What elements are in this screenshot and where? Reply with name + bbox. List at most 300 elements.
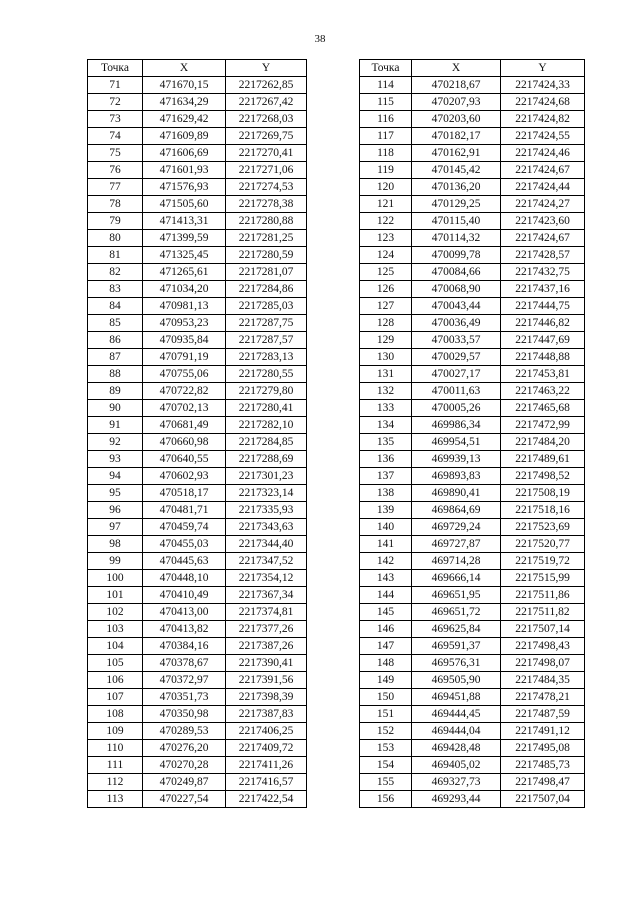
- y-cell: 2217377,26: [226, 621, 307, 638]
- table-row: [88, 689, 307, 706]
- table-row: [360, 468, 585, 485]
- point-cell: 109: [88, 723, 143, 740]
- table-row: [88, 128, 307, 145]
- point-cell: 156: [360, 791, 412, 808]
- x-cell: 470115,40: [412, 213, 501, 230]
- point-cell: 124: [360, 247, 412, 264]
- table-row: [360, 655, 585, 672]
- x-cell: 471606,69: [143, 145, 226, 162]
- x-cell: 470455,03: [143, 536, 226, 553]
- x-cell: 470378,67: [143, 655, 226, 672]
- table-row: [360, 723, 585, 740]
- table-row: [360, 519, 585, 536]
- table-row: [88, 264, 307, 281]
- point-cell: 111: [88, 757, 143, 774]
- x-cell: 470068,90: [412, 281, 501, 298]
- y-cell: 2217520,77: [501, 536, 585, 553]
- table-row: [360, 621, 585, 638]
- x-cell: 471265,61: [143, 264, 226, 281]
- x-cell: 470702,13: [143, 400, 226, 417]
- point-cell: 100: [88, 570, 143, 587]
- y-cell: 2217344,40: [226, 536, 307, 553]
- table-row: [360, 77, 585, 94]
- x-cell: 470036,49: [412, 315, 501, 332]
- x-cell: 470289,53: [143, 723, 226, 740]
- table-row: [88, 77, 307, 94]
- table-row: [88, 162, 307, 179]
- point-cell: 131: [360, 366, 412, 383]
- table-row: [88, 791, 307, 808]
- header-y: Y: [501, 60, 585, 77]
- point-cell: 103: [88, 621, 143, 638]
- coordinates-table-right: [359, 59, 585, 808]
- table-row: [360, 451, 585, 468]
- table-row: [88, 366, 307, 383]
- table-row: [88, 349, 307, 366]
- y-cell: 2217463,22: [501, 383, 585, 400]
- point-cell: 155: [360, 774, 412, 791]
- x-cell: 469625,84: [412, 621, 501, 638]
- point-cell: 115: [360, 94, 412, 111]
- table-header-row: [88, 60, 307, 77]
- y-cell: 2217262,85: [226, 77, 307, 94]
- table-row: [88, 468, 307, 485]
- point-cell: 99: [88, 553, 143, 570]
- table-row: [360, 128, 585, 145]
- table-row: [360, 502, 585, 519]
- x-cell: 470413,82: [143, 621, 226, 638]
- point-cell: 75: [88, 145, 143, 162]
- point-cell: 85: [88, 315, 143, 332]
- x-cell: 471034,20: [143, 281, 226, 298]
- y-cell: 2217478,21: [501, 689, 585, 706]
- table-row: [88, 281, 307, 298]
- y-cell: 2217453,81: [501, 366, 585, 383]
- table-row: [88, 179, 307, 196]
- point-cell: 121: [360, 196, 412, 213]
- table-row: [360, 740, 585, 757]
- table-row: [360, 145, 585, 162]
- y-cell: 2217444,75: [501, 298, 585, 315]
- x-cell: 470384,16: [143, 638, 226, 655]
- table-row: [360, 196, 585, 213]
- table-row: [88, 145, 307, 162]
- coordinates-table-left: [87, 59, 307, 808]
- y-cell: 2217519,72: [501, 553, 585, 570]
- point-cell: 104: [88, 638, 143, 655]
- x-cell: 469651,72: [412, 604, 501, 621]
- table-row: [88, 570, 307, 587]
- x-cell: 469451,88: [412, 689, 501, 706]
- y-cell: 2217507,14: [501, 621, 585, 638]
- table-header-row: [360, 60, 585, 77]
- x-cell: 470413,00: [143, 604, 226, 621]
- point-cell: 145: [360, 604, 412, 621]
- point-cell: 149: [360, 672, 412, 689]
- point-cell: 79: [88, 213, 143, 230]
- y-cell: 2217278,38: [226, 196, 307, 213]
- x-cell: 470114,32: [412, 230, 501, 247]
- y-cell: 2217432,75: [501, 264, 585, 281]
- x-cell: 470136,20: [412, 179, 501, 196]
- y-cell: 2217279,80: [226, 383, 307, 400]
- table-row: [88, 298, 307, 315]
- table-row: [88, 502, 307, 519]
- x-cell: 469405,02: [412, 757, 501, 774]
- x-cell: 469444,04: [412, 723, 501, 740]
- x-cell: 470270,28: [143, 757, 226, 774]
- point-cell: 86: [88, 332, 143, 349]
- y-cell: 2217301,23: [226, 468, 307, 485]
- point-cell: 73: [88, 111, 143, 128]
- table-row: [360, 383, 585, 400]
- point-cell: 134: [360, 417, 412, 434]
- y-cell: 2217391,56: [226, 672, 307, 689]
- table-body: [88, 77, 307, 808]
- x-cell: 469986,34: [412, 417, 501, 434]
- x-cell: 470162,91: [412, 145, 501, 162]
- point-cell: 154: [360, 757, 412, 774]
- table-row: [88, 672, 307, 689]
- y-cell: 2217283,13: [226, 349, 307, 366]
- point-cell: 107: [88, 689, 143, 706]
- table-row: [88, 417, 307, 434]
- y-cell: 2217498,47: [501, 774, 585, 791]
- x-cell: 470011,63: [412, 383, 501, 400]
- x-cell: 469714,28: [412, 553, 501, 570]
- point-cell: 152: [360, 723, 412, 740]
- header-y: Y: [226, 60, 307, 77]
- point-cell: 116: [360, 111, 412, 128]
- table-row: [88, 230, 307, 247]
- header-point: Точка: [360, 60, 412, 77]
- table-row: [360, 536, 585, 553]
- y-cell: 2217280,55: [226, 366, 307, 383]
- y-cell: 2217495,08: [501, 740, 585, 757]
- y-cell: 2217282,10: [226, 417, 307, 434]
- x-cell: 470681,49: [143, 417, 226, 434]
- y-cell: 2217424,68: [501, 94, 585, 111]
- y-cell: 2217284,85: [226, 434, 307, 451]
- table-row: [360, 94, 585, 111]
- y-cell: 2217511,86: [501, 587, 585, 604]
- table-row: [88, 638, 307, 655]
- x-cell: 470602,93: [143, 468, 226, 485]
- x-cell: 469576,31: [412, 655, 501, 672]
- y-cell: 2217489,61: [501, 451, 585, 468]
- table-body: [360, 77, 585, 808]
- y-cell: 2217281,25: [226, 230, 307, 247]
- y-cell: 2217267,42: [226, 94, 307, 111]
- x-cell: 471399,59: [143, 230, 226, 247]
- x-cell: 470448,10: [143, 570, 226, 587]
- x-cell: 469864,69: [412, 502, 501, 519]
- y-cell: 2217465,68: [501, 400, 585, 417]
- table-row: [360, 553, 585, 570]
- table-row: [360, 791, 585, 808]
- point-cell: 127: [360, 298, 412, 315]
- x-cell: 470182,17: [412, 128, 501, 145]
- x-cell: 469729,24: [412, 519, 501, 536]
- y-cell: 2217287,75: [226, 315, 307, 332]
- y-cell: 2217424,44: [501, 179, 585, 196]
- x-cell: 471629,42: [143, 111, 226, 128]
- point-cell: 135: [360, 434, 412, 451]
- y-cell: 2217416,57: [226, 774, 307, 791]
- point-cell: 122: [360, 213, 412, 230]
- point-cell: 89: [88, 383, 143, 400]
- y-cell: 2217270,41: [226, 145, 307, 162]
- y-cell: 2217422,54: [226, 791, 307, 808]
- point-cell: 139: [360, 502, 412, 519]
- x-cell: 469727,87: [412, 536, 501, 553]
- x-cell: 470722,82: [143, 383, 226, 400]
- point-cell: 97: [88, 519, 143, 536]
- y-cell: 2217523,69: [501, 519, 585, 536]
- y-cell: 2217424,33: [501, 77, 585, 94]
- table-row: [88, 604, 307, 621]
- table-row: [88, 723, 307, 740]
- y-cell: 2217437,16: [501, 281, 585, 298]
- y-cell: 2217285,03: [226, 298, 307, 315]
- table-row: [88, 94, 307, 111]
- point-cell: 148: [360, 655, 412, 672]
- header-point: Точка: [88, 60, 143, 77]
- x-cell: 469954,51: [412, 434, 501, 451]
- y-cell: 2217424,27: [501, 196, 585, 213]
- x-cell: 469666,14: [412, 570, 501, 587]
- x-cell: 470640,55: [143, 451, 226, 468]
- x-cell: 469327,73: [412, 774, 501, 791]
- x-cell: 469651,95: [412, 587, 501, 604]
- y-cell: 2217423,60: [501, 213, 585, 230]
- x-cell: 470755,06: [143, 366, 226, 383]
- table-row: [360, 213, 585, 230]
- y-cell: 2217390,41: [226, 655, 307, 672]
- table-row: [360, 570, 585, 587]
- table-row: [360, 638, 585, 655]
- y-cell: 2217448,88: [501, 349, 585, 366]
- point-cell: 128: [360, 315, 412, 332]
- point-cell: 71: [88, 77, 143, 94]
- y-cell: 2217472,99: [501, 417, 585, 434]
- y-cell: 2217274,53: [226, 179, 307, 196]
- y-cell: 2217518,16: [501, 502, 585, 519]
- x-cell: 470410,49: [143, 587, 226, 604]
- x-cell: 470029,57: [412, 349, 501, 366]
- point-cell: 120: [360, 179, 412, 196]
- y-cell: 2217515,99: [501, 570, 585, 587]
- x-cell: 469293,44: [412, 791, 501, 808]
- y-cell: 2217498,43: [501, 638, 585, 655]
- y-cell: 2217406,25: [226, 723, 307, 740]
- x-cell: 470145,42: [412, 162, 501, 179]
- point-cell: 151: [360, 706, 412, 723]
- x-cell: 470518,17: [143, 485, 226, 502]
- table-row: [360, 587, 585, 604]
- point-cell: 118: [360, 145, 412, 162]
- table-row: [360, 434, 585, 451]
- x-cell: 470351,73: [143, 689, 226, 706]
- table-row: [360, 179, 585, 196]
- table-row: [88, 621, 307, 638]
- x-cell: 470218,67: [412, 77, 501, 94]
- table-row: [88, 315, 307, 332]
- table-row: [88, 400, 307, 417]
- table-row: [360, 315, 585, 332]
- point-cell: 105: [88, 655, 143, 672]
- table-row: [360, 247, 585, 264]
- point-cell: 81: [88, 247, 143, 264]
- y-cell: 2217288,69: [226, 451, 307, 468]
- x-cell: 471609,89: [143, 128, 226, 145]
- x-cell: 470276,20: [143, 740, 226, 757]
- y-cell: 2217268,03: [226, 111, 307, 128]
- point-cell: 112: [88, 774, 143, 791]
- table-row: [88, 706, 307, 723]
- x-cell: 470981,13: [143, 298, 226, 315]
- x-cell: 470005,26: [412, 400, 501, 417]
- table-row: [360, 604, 585, 621]
- x-cell: 470027,17: [412, 366, 501, 383]
- point-cell: 110: [88, 740, 143, 757]
- point-cell: 136: [360, 451, 412, 468]
- y-cell: 2217387,83: [226, 706, 307, 723]
- table-row: [360, 162, 585, 179]
- point-cell: 93: [88, 451, 143, 468]
- y-cell: 2217484,20: [501, 434, 585, 451]
- y-cell: 2217484,35: [501, 672, 585, 689]
- point-cell: 83: [88, 281, 143, 298]
- table-row: [88, 519, 307, 536]
- y-cell: 2217424,67: [501, 230, 585, 247]
- y-cell: 2217428,57: [501, 247, 585, 264]
- table-row: [360, 366, 585, 383]
- y-cell: 2217287,57: [226, 332, 307, 349]
- point-cell: 125: [360, 264, 412, 281]
- point-cell: 146: [360, 621, 412, 638]
- x-cell: 471601,93: [143, 162, 226, 179]
- point-cell: 129: [360, 332, 412, 349]
- point-cell: 87: [88, 349, 143, 366]
- x-cell: 469893,83: [412, 468, 501, 485]
- y-cell: 2217271,06: [226, 162, 307, 179]
- table-row: [88, 655, 307, 672]
- x-cell: 470203,60: [412, 111, 501, 128]
- y-cell: 2217343,63: [226, 519, 307, 536]
- table-row: [88, 383, 307, 400]
- x-cell: 469444,45: [412, 706, 501, 723]
- y-cell: 2217487,59: [501, 706, 585, 723]
- x-cell: 471505,60: [143, 196, 226, 213]
- point-cell: 80: [88, 230, 143, 247]
- header-x: X: [412, 60, 501, 77]
- point-cell: 140: [360, 519, 412, 536]
- point-cell: 113: [88, 791, 143, 808]
- x-cell: 471670,15: [143, 77, 226, 94]
- x-cell: 469591,37: [412, 638, 501, 655]
- point-cell: 130: [360, 349, 412, 366]
- point-cell: 96: [88, 502, 143, 519]
- table-row: [88, 111, 307, 128]
- table-row: [88, 213, 307, 230]
- y-cell: 2217485,73: [501, 757, 585, 774]
- y-cell: 2217280,59: [226, 247, 307, 264]
- x-cell: 470445,63: [143, 553, 226, 570]
- table-row: [360, 400, 585, 417]
- x-cell: 470084,66: [412, 264, 501, 281]
- table-row: [360, 672, 585, 689]
- table-row: [88, 196, 307, 213]
- x-cell: 470249,87: [143, 774, 226, 791]
- y-cell: 2217280,88: [226, 213, 307, 230]
- x-cell: 470227,54: [143, 791, 226, 808]
- x-cell: 469428,48: [412, 740, 501, 757]
- point-cell: 142: [360, 553, 412, 570]
- table-row: [360, 349, 585, 366]
- table-row: [88, 485, 307, 502]
- x-cell: 470459,74: [143, 519, 226, 536]
- x-cell: 469890,41: [412, 485, 501, 502]
- x-cell: 470935,84: [143, 332, 226, 349]
- y-cell: 2217281,07: [226, 264, 307, 281]
- point-cell: 102: [88, 604, 143, 621]
- table-row: [88, 553, 307, 570]
- x-cell: 470350,98: [143, 706, 226, 723]
- x-cell: 470791,19: [143, 349, 226, 366]
- table-row: [88, 247, 307, 264]
- table-row: [88, 332, 307, 349]
- y-cell: 2217323,14: [226, 485, 307, 502]
- x-cell: 469939,13: [412, 451, 501, 468]
- point-cell: 117: [360, 128, 412, 145]
- y-cell: 2217284,86: [226, 281, 307, 298]
- point-cell: 132: [360, 383, 412, 400]
- point-cell: 144: [360, 587, 412, 604]
- page-number: 38: [314, 33, 326, 45]
- point-cell: 133: [360, 400, 412, 417]
- header-x: X: [143, 60, 226, 77]
- point-cell: 92: [88, 434, 143, 451]
- point-cell: 77: [88, 179, 143, 196]
- y-cell: 2217446,82: [501, 315, 585, 332]
- table-row: [88, 740, 307, 757]
- y-cell: 2217280,41: [226, 400, 307, 417]
- y-cell: 2217374,81: [226, 604, 307, 621]
- table-row: [360, 332, 585, 349]
- point-cell: 74: [88, 128, 143, 145]
- point-cell: 147: [360, 638, 412, 655]
- point-cell: 95: [88, 485, 143, 502]
- point-cell: 84: [88, 298, 143, 315]
- x-cell: 471325,45: [143, 247, 226, 264]
- point-cell: 72: [88, 94, 143, 111]
- table-row: [88, 434, 307, 451]
- x-cell: 470099,78: [412, 247, 501, 264]
- point-cell: 143: [360, 570, 412, 587]
- point-cell: 94: [88, 468, 143, 485]
- point-cell: 119: [360, 162, 412, 179]
- point-cell: 138: [360, 485, 412, 502]
- x-cell: 470953,23: [143, 315, 226, 332]
- y-cell: 2217335,93: [226, 502, 307, 519]
- point-cell: 150: [360, 689, 412, 706]
- table-row: [88, 774, 307, 791]
- x-cell: 471413,31: [143, 213, 226, 230]
- table-row: [360, 706, 585, 723]
- point-cell: 91: [88, 417, 143, 434]
- table-row: [360, 757, 585, 774]
